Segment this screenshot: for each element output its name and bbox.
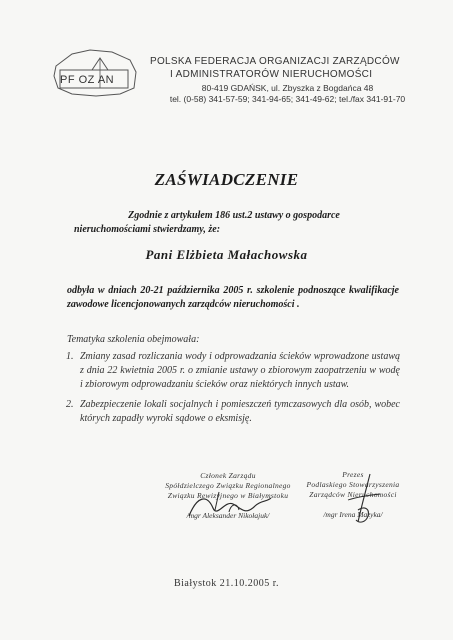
handwritten-signature-right <box>340 470 390 530</box>
topics-heading: Tematyka szkolenia obejmowała: <box>67 334 200 345</box>
list-item-text: Zmiany zasad rozliczania wody i odprowadzania ścieków wprowadzone ustawą z dnia 22 kwietnia 2005 r. o zmianie ustawy o zbiorowym zaopatrzeniu w wodę i zbiorowym odprowadzaniu ścieków oraz niektórych innych ustaw. <box>80 351 400 390</box>
list-item-number: 2. <box>66 399 74 410</box>
list-item-number: 1. <box>66 351 74 362</box>
signature-role: Związku Rewizyjnego w Białymstoku <box>167 491 289 500</box>
list-item <box>66 398 400 426</box>
org-phones: tel. (0-58) 341-57-59; 341-94-65; 341-49-62; tel./fax 341-91-70 <box>169 94 406 104</box>
place-and-date: Białystok 21.10.2005 r. <box>173 578 280 589</box>
list-item <box>66 350 400 392</box>
list-item-text: Zabezpieczenie lokali socjalnych i pomieszczeń tymczasowych dla osób, wobec których zapadły wyroki sądowe o eksmisję. <box>80 399 400 424</box>
org-name-line1: POLSKA FEDERACJA ORGANIZACJI ZARZĄDCÓW <box>150 56 400 67</box>
signature-role: Członek Zarządu <box>200 471 256 480</box>
intro-paragraph <box>74 209 394 237</box>
signature-role: Spółdzielczego Związku Regionalnego <box>165 481 291 490</box>
signature-name: /mgr Aleksander Nikołajuk/ <box>186 511 270 520</box>
document-title: ZAŚWIADCZENIE <box>154 170 299 189</box>
org-name-line2: I ADMINISTRATORÓW NIERUCHOMOŚCI <box>170 69 373 80</box>
signature-role: Zarządców Nieruchomości <box>309 490 397 499</box>
intro-line1: Zgodnie z artykułem 186 ust.2 ustawy o gospodarce <box>128 210 340 221</box>
handwritten-signature-left <box>185 486 275 526</box>
signature-name: /mgr Irena Mazyka/ <box>323 510 383 519</box>
org-address: 80-419 GDAŃSK, ul. Zbyszka z Bogdańca 48 <box>201 83 374 93</box>
pfozan-logo-icon <box>50 44 140 98</box>
course-paragraph: odbyła w dniach 20-21 października 2005 r. szkolenie podnoszące kwalifikacje zawodowe licencjonowanych zarządców nieruchomości . <box>67 285 399 310</box>
organization-header <box>150 55 425 105</box>
signature-role: Podlaskiego Stowarzyszenia <box>306 480 400 489</box>
topics-list <box>66 350 400 432</box>
logo-text: PF OZ AN <box>60 74 115 86</box>
person-name: Pani Elżbieta Małachowska <box>145 247 308 262</box>
intro-line2: nieruchomościami stwierdzamy, że: <box>74 224 221 235</box>
signature-role: Prezes <box>342 470 364 479</box>
